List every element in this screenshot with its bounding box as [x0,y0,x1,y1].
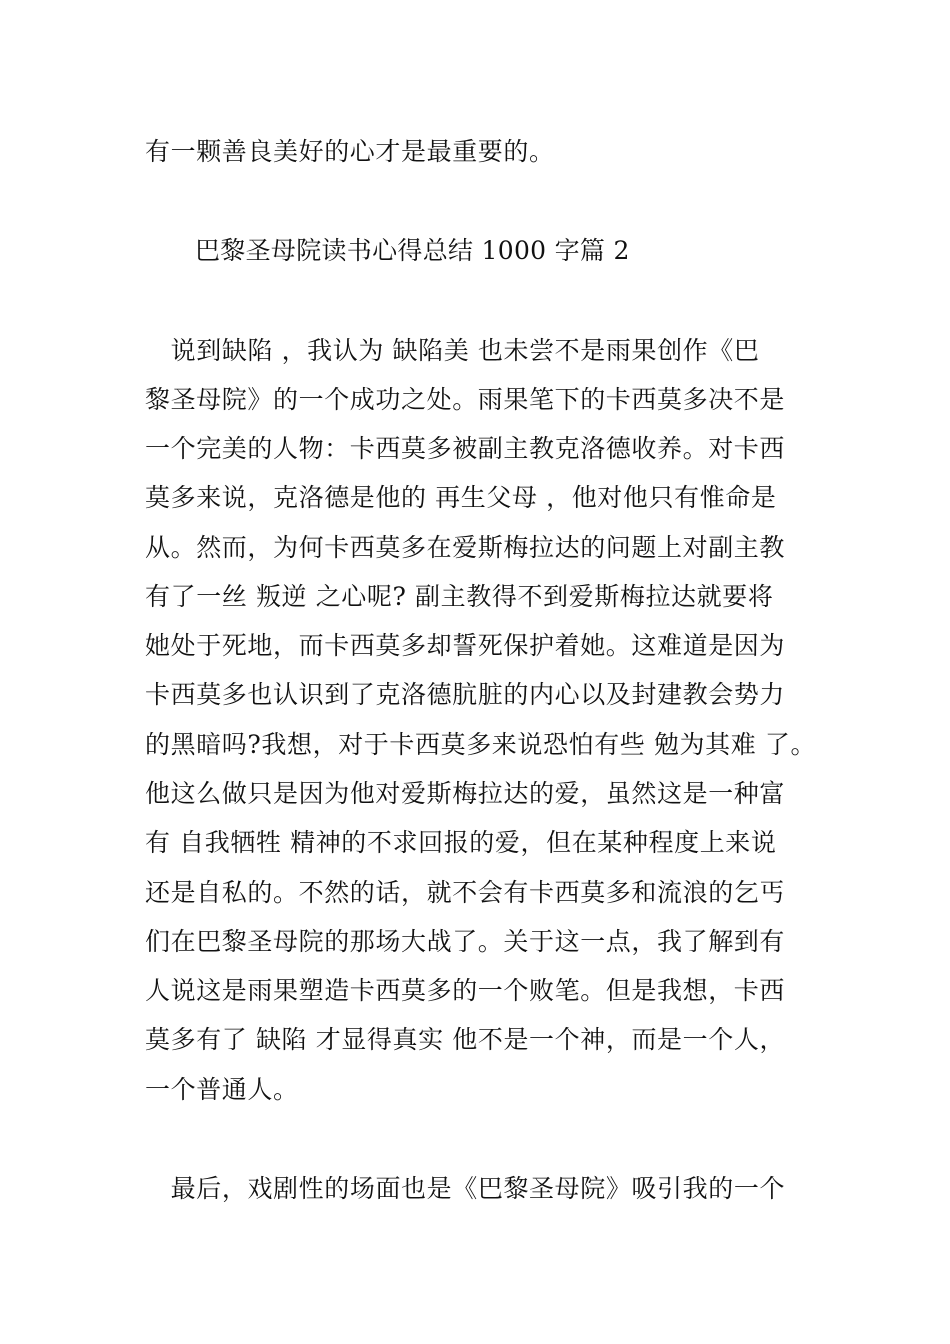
paragraph-line: 她处于死地，而卡西莫多却誓死保护着她。这难道是因为 [145,631,786,660]
paragraph-line: 卡西莫多也认识到了克洛德肮脏的内心以及封建教会势力 [145,680,786,709]
paragraph-line: 有 自我牺牲 精神的不求回报的爱，但在某种程度上来说 [145,828,777,857]
paragraph-line: 最后，戏剧性的场面也是《巴黎圣母院》吸引我的一个 [145,1174,786,1203]
section-heading: 巴黎圣母院读书心得总结 1000 字篇 2 [195,236,630,265]
paragraph-line: 的黑暗吗?我想，对于卡西莫多来说恐怕有些 勉为其难 了。 [145,730,817,759]
paragraph-line: 人说这是雨果塑造卡西莫多的一个败笔。但是我想，卡西 [145,976,786,1005]
paragraph-line: 说到缺陷 ，我认为 缺陷美 也未尝不是雨果创作《巴 [145,336,760,365]
paragraph-line: 一个普通人。 [145,1075,299,1104]
paragraph-line: 从。然而，为何卡西莫多在爱斯梅拉达的问题上对副主教 [145,533,786,562]
paragraph-line: 莫多有了 缺陷 才显得真实 他不是一个神，而是一个人， [145,1025,786,1054]
intro-line: 有一颗善良美好的心才是最重要的。 [145,137,555,166]
paragraph-line: 他这么做只是因为他对爱斯梅拉达的爱，虽然这是一种富 [145,779,786,808]
paragraph-line: 莫多来说，克洛德是他的 再生父母 ，他对他只有惟命是 [145,483,777,512]
paragraph-line: 黎圣母院》的一个成功之处。雨果笔下的卡西莫多决不是 [145,385,786,414]
paragraph-line: 们在巴黎圣母院的那场大战了。关于这一点，我了解到有 [145,927,786,956]
paragraph-line: 一个完美的人物：卡西莫多被副主教克洛德收养。对卡西 [145,434,786,463]
paragraph-line: 有了一丝 叛逆 之心呢? 副主教得不到爱斯梅拉达就要将 [145,582,774,611]
paragraph-line: 还是自私的。不然的话，就不会有卡西莫多和流浪的乞丐 [145,878,786,907]
